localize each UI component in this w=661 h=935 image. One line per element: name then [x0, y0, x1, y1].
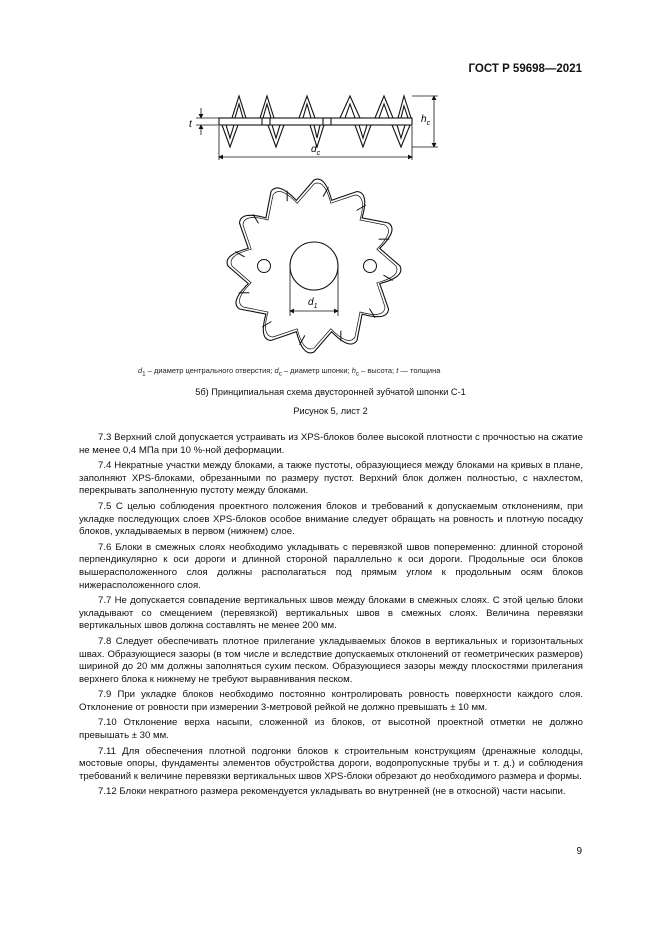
paragraph-7-9: 7.9 При укладке блоков необходимо постоянно контролировать ровность поверхности каждого слоя. Отклонение от ровности при измерении 3-метровой рейкой не должно превышать ± 10 мм. — [79, 689, 583, 713]
key-outline-inner — [231, 183, 397, 349]
tooth-mark — [383, 275, 392, 280]
dim-label-dc: $d_c$ — [311, 144, 321, 157]
key-outline — [227, 179, 401, 353]
paragraph-7-6: 7.6 Блоки в смежных слоях необходимо укладывать с перевязкой швов попеременно: длинной стороной перпендикулярно к оси дороги и длинной стороной параллельно к оси дороги. Продольные оси блоков вышерасположенного слоя должны располагаться под прямым углом к продольным осям блоков нижерасположенного слоя. — [79, 541, 583, 591]
document-header-code: ГОСТ Р 59698—2021 — [468, 63, 582, 75]
tooth-mark — [235, 252, 244, 257]
paragraph-7-3: 7.3 Верхний слой допускается устраивать из XPS-блоков более высокой плотности с прочностью на сжатие не менее 0,4 МПа при 10 %-ной деформации. — [79, 432, 583, 456]
page-number: 9 — [576, 846, 582, 857]
tooth-marks — [235, 187, 392, 344]
paragraph-7-8: 7.8 Следует обеспечивать плотное прилегание укладываемых блоков в вертикальных и горизонтальных швах. Образующиеся зазоры (в том числе и вследствие допускаемых отклонений от геометрических размеров) шириной до 20 мм должны заполняться сухим песком. Образующиеся зазоры между плоскостями прилегания верхнего блока к нижнему не требуют выравнивания песком. — [79, 635, 583, 685]
plan-view — [227, 179, 401, 353]
side-hole-right — [364, 260, 377, 273]
central-hole — [290, 242, 338, 290]
side-hole-left — [258, 260, 271, 273]
figure-caption: Рисунок 5, лист 2 — [293, 406, 368, 416]
dim-label-hc: $h_c$ — [421, 114, 431, 127]
dim-label-t: t — [189, 119, 192, 130]
paragraph-7-4: 7.4 Некратные участки между блоками, а также пустоты, образующиеся между блоками на кривых в плане, заполняют XPS-блоками, обрезанными по размеру пустот. Верхний блок должен полностью, с нахлестом, перекрывать заполненную пустоту между блоками. — [79, 460, 583, 497]
paragraph-7-12: 7.12 Блоки некратного размера рекомендуется укладывать во внутренней (не в откосной) части насыпи. — [98, 786, 566, 798]
paragraph-7-11: 7.11 Для обеспечения плотной подгонки блоков к строительным конструкциям (дренажные колодцы, мостовые опоры, фундаменты элементов обустройства дороги, водопропускные трубы и т. д.) и соблюдения требований к величине перевязки вертикальных швов XPS-блоки обрезают до необходимого размера и формы. — [79, 745, 583, 782]
figure-subcaption: 5б) Принципиальная схема двусторонней зубчатой шпонки С-1 — [195, 387, 466, 397]
bottom-teeth-inner — [226, 125, 405, 138]
paragraph-7-5: 7.5 С целью соблюдения проектного положения блоков и требований к допускаемым отклонениям, при укладке последующих слоев XPS-блоков особое внимание следует обращать на ровность и плотную посадку блоков, укладываемых в первом (нижнем) слое. — [79, 500, 583, 538]
paragraph-7-10: 7.10 Отклонение верха насыпи, сложенной из блоков, от высотной проектной отметки не должно превышать ± 30 мм. — [79, 717, 583, 742]
figure-legend: $d_1$ – диаметр центрального отверстия; $d_c$ – диаметр шпонки; $h_c$ – высота; t — толщина — [138, 366, 441, 378]
tooth-mark — [323, 187, 328, 196]
figure-toothed-key-diagram — [0, 0, 661, 380]
body-text — [79, 432, 583, 802]
tooth-mark — [300, 335, 305, 344]
side-view — [219, 96, 412, 147]
paragraph-7-7: 7.7 Не допускается совпадение вертикальных швов между блоками в смежных слоях. С этой целью блоки укладывают со смещением (перевязкой) вертикальных швов в смежных слоях. Величина перевязки вертикальных швов должна составлять не менее 200 мм. — [79, 595, 583, 632]
dim-label-d1: $d_1$ — [308, 297, 318, 310]
top-teeth — [232, 96, 411, 118]
